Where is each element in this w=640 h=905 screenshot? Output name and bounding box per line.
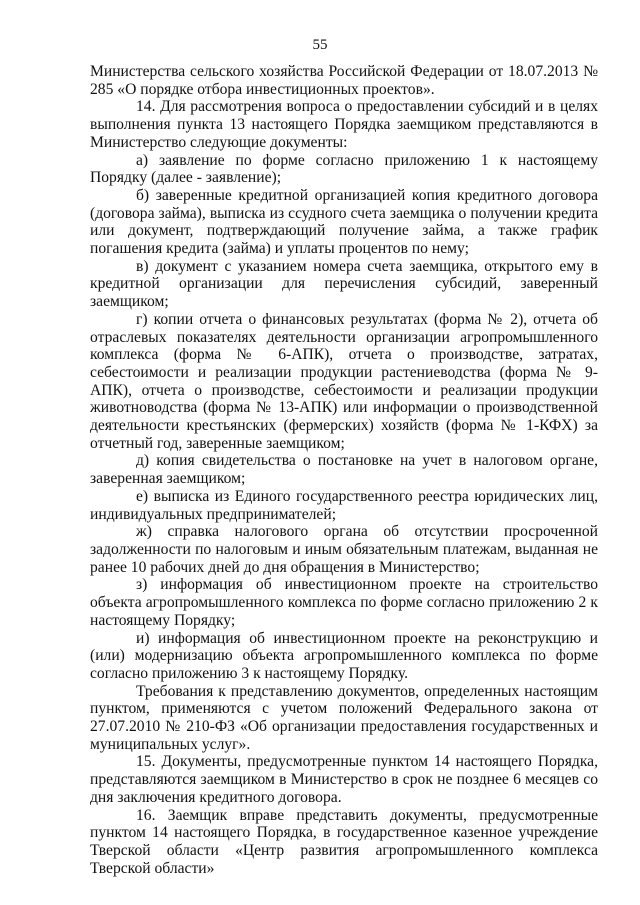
paragraph-intro: Министерства сельского хозяйства Российской Федерации от 18.07.2013 № 285 «О порядке отбора инвестиционных проектов».: [90, 63, 598, 98]
list-item-b: б) заверенные кредитной организацией копия кредитного договора (договора займа), выписка из ссудного счета заемщика о получении кредита или документ, подтверждающий получение займа, а также график погашения кредита (займа) и уплаты процентов по нему;: [90, 186, 598, 258]
list-item-i: и) информация об инвестиционном проекте на реконструкцию и (или) модернизацию объекта агропромышленного комплекса по форме согласно приложению 3 к настоящему Порядку.: [90, 629, 598, 682]
list-item-d: д) копия свидетельства о постановке на учет в налоговом органе, заверенная заемщиком;: [90, 452, 598, 488]
page-number: 55: [312, 37, 328, 53]
paragraph-16: 16. Заемщик вправе представить документы, предусмотренные пунктом 14 настоящего Порядка, в государственное казенное учреждение Тверской области «Центр развития агропромышленного комплекса Тверской области»: [90, 806, 598, 877]
paragraph-requirements: Требования к представлению документов, определенных настоящим пунктом, применяются с учетом положений Федерального закона от 27.07.2010 № 210-ФЗ «Об организации предоставления государственных и муниципальных услуг».: [90, 682, 598, 753]
document-body: [90, 63, 598, 877]
paragraph-15: 15. Документы, предусмотренные пунктом 14 настоящего Порядка, представляются заемщиком в Министерство в срок не позднее 6 месяцев со дня заключения кредитного договора.: [90, 753, 598, 806]
list-item-v: в) документ с указанием номера счета заемщика, открытого ему в кредитной организации для перечисления субсидий, заверенный заемщиком;: [90, 257, 598, 311]
list-item-g: г) копии отчета о финансовых результатах (форма № 2), отчета об отраслевых показателях деятельности организации агропромышленного комплекса (форма № 6-АПК), отчета о производстве, затратах, себестоимости и реализации продукции растениеводства (форма № 9-АПК), отчета о производстве, себестоимости и реализации продукции животноводства (форма № 13-АПК) или информации о производственной деятельности крестьянских (фермерских) хозяйств (форма № 1-КФХ) за отчетный год, заверенные заемщиком;: [90, 310, 598, 452]
list-item-a: а) заявление по форме согласно приложению 1 к настоящему Порядку (далее - заявление);: [90, 151, 598, 187]
paragraph-14: 14. Для рассмотрения вопроса о предоставлении субсидий и в целях выполнения пункта 13 настоящего Порядка заемщиком представляются в Министерство следующие документы:: [90, 98, 598, 151]
list-item-zh: ж) справка налогового органа об отсутствии просроченной задолженности по налоговым и иным обязательным платежам, выданная не ранее 10 рабочих дней до дня обращения в Министерство;: [90, 523, 598, 576]
list-item-e: е) выписка из Единого государственного реестра юридических лиц, индивидуальных предпринимателей;: [90, 487, 598, 523]
list-item-z: з) информация об инвестиционном проекте на строительство объекта агропромышленного комплекса по форме согласно приложению 2 к настоящему Порядку;: [90, 576, 598, 629]
